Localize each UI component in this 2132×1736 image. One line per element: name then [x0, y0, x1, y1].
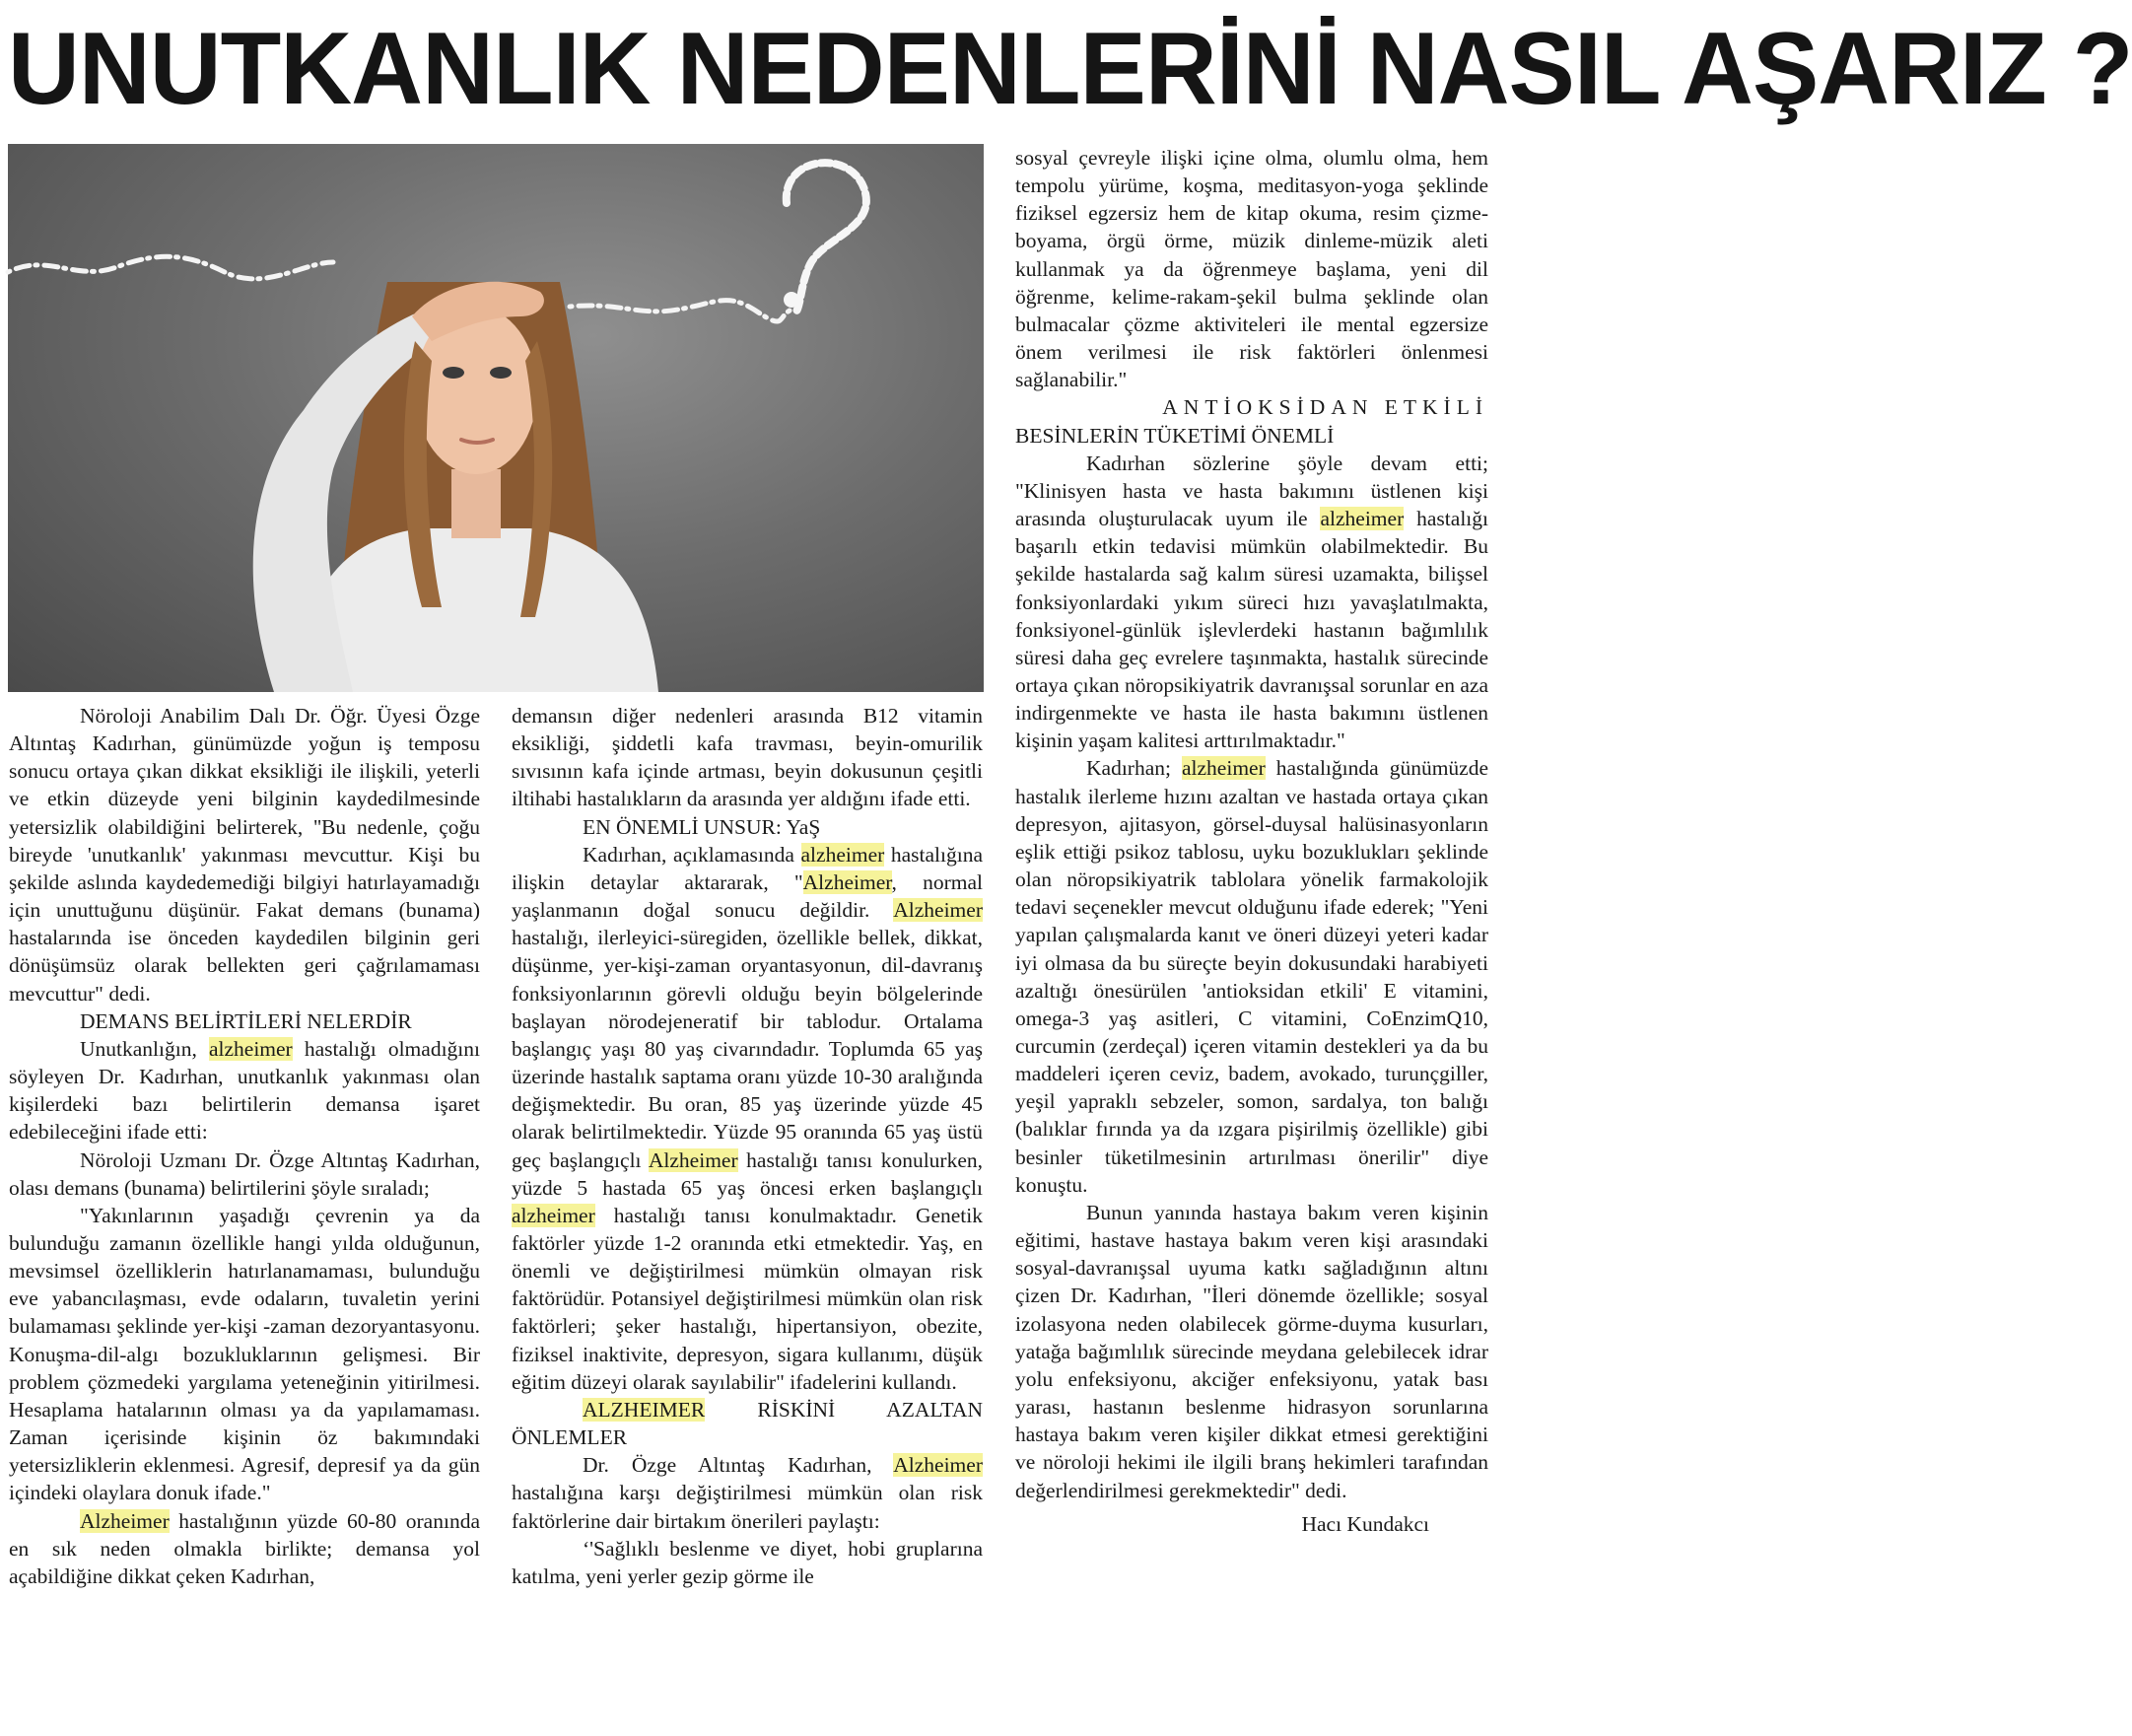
highlighted-term: alzheimer: [1182, 756, 1266, 781]
highlighted-term: alzheimer: [208, 1036, 293, 1061]
paragraph: sosyal çevreyle ilişki içine olma, olumlu olma, hem tempolu yürüme, koşma, meditasyon-yoga şeklinde fiziksel egzersiz hem de kitap okuma, resim çizme-boyama, örgü örme, müzik dinleme-müzik aleti kullanmak ya da öğrenmeye başlama, yeni dil öğrenme, kelime-rakam-şekil bulma şeklinde olan bulmacalar çözme aktiviteleri ile mental egzersize önem verilmesi ile risk faktörleri önlenmesi sağlanabilir.": [1015, 146, 1488, 392]
paragraph: Alzheimer hastalığının yüzde 60-80 oranında en sık neden olmakla birlikte; demansa yol açabildiğine dikkat çeken Kadırhan,: [9, 1508, 480, 1588]
right-eye: [490, 367, 512, 379]
paragraph: Nöroloji Uzmanı Dr. Özge Altıntaş Kadırhan, olası demans (bunama) belirtilerini şöyle sıraladı;: [9, 1147, 480, 1200]
highlighted-term: alzheimer: [512, 1203, 595, 1227]
subheading: EN ÖNEMLİ UNSUR: YaŞ: [583, 814, 821, 839]
highlighted-term: Alzheimer: [80, 1508, 170, 1533]
article-column-2: [512, 702, 983, 1590]
highlighted-term: Alzheimer: [802, 869, 892, 894]
paragraph: demansın diğer nedenleri arasında B12 vitamin eksikliği, şiddetli kafa travması, beyin-omurilik sıvısının kafa içinde artması, beyin dokusunun çeşitli iltihabi hastalıkların da arasında yer aldığını ifade etti.: [512, 704, 983, 811]
highlighted-term: alzheimer: [1320, 507, 1405, 531]
paragraph: Kadırhan; alzheimer hastalığında günümüzde hastalık ilerleme hızını azaltan ve hastada ortaya çıkan depresyon, ajitasyon, görsel-duysal halüsinasyonların eşlik ettiği psikoz tablosu, uyku bozuklukları şeklinde olan nöropsikiyatrik tablolara yönelik farmakolojik tedavi seçenekler mevcut olduğunu ifade ederek; "Yeni yapılan çalışmalarda kanıt ve öneri düzeyi yeteri kadar iyi olmasa da bu süreçte beyin dokusundaki harabiyeti azaltığı önesürülen 'antioksidan etkili' E vitamini, omega-3 yaş asitleri, C vitamini, CoEnzimQ10, curcumin (zerdeçal) içeren vitamin destekleri ya da bu maddeleri içeren ceviz, badem, avokado, turunçgiller, yeşil yapraklı sebzeler, somon, sardalya, ton balığı (balıklar fırında ya da ızgara pişirilmiş özellikle) gibi besinler tüketilmesinin artırılması önerilir" diye konuştu.: [1015, 756, 1489, 1197]
neck: [451, 469, 501, 538]
highlighted-term: alzheimer: [800, 842, 885, 867]
subheading: ANTİOKSİDAN ETKİLİ: [1162, 395, 1488, 420]
paragraph: Dr. Özge Altıntaş Kadırhan, Alzheimer hastalığına karşı değiştirilmesi mümkün olan risk faktörlerine dair birtakım önerileri paylaştı:: [512, 1453, 983, 1533]
highlighted-term: ALZHEIMER: [583, 1397, 706, 1422]
quote-paragraph: "Yakınlarının yaşadığı çevrenin ya da bulunduğu zamanın özellikle hangi yılda olduğunun, mevsimsel özelliklerin hatırlanamaması, bulunduğu eve yabancılaşması, evde odaların, tuvaletin yerini bulamaması şeklinde yer-kişi -zaman dezoryantasyonu. Konuşma-dil-algı bozukluklarının gelişmesi. Bir problem çözmedeki yargılama yeteneğinin yitirilmesi. Hesaplama hatalarının olması ya da yapılamaması. Zaman içerisinde kişinin öz bakımındaki yetersizliklerin eklenmesi. Agresif, depresif ya da gün içindeki olaylara donuk ifade.": [9, 1203, 480, 1505]
woman-thinking-illustration: [8, 144, 984, 692]
highlighted-term: Alzheimer: [893, 1453, 983, 1478]
paragraph: Nöroloji Anabilim Dalı Dr. Öğr. Üyesi Özge Altıntaş Kadırhan, günümüzde yoğun iş temposu sonucu ortaya çıkan dikkat eksikliği ile ilişkili, yeterli ve etkin düzeyde yeni bilginin kaydedilmesinde yetersizlik olabildiğini belirterek, ''Bu nedenle, çoğu bireyde 'unutkanlık' yakınması mevcuttur. Kişi bu şekilde aslında kaydedemediği bilgiyi hatırlayamadığı için unuttuğunu düşünür. Fakat demans (bunama) hastalarında ise önceden kaydedilen bilginin geri dönüşümsüz olarak bellekten geri çağrılamaması mevcuttur" dedi.: [9, 704, 480, 1006]
subheading: BESİNLERİN TÜKETİMİ ÖNEMLİ: [1015, 423, 1335, 448]
highlighted-term: Alzheimer: [648, 1147, 738, 1172]
paragraph: Kadırhan sözlerine şöyle devam etti; "Klinisyen hasta ve hasta bakımını üstlenen kişi arasında oluşturulacak uyum ile alzheimer hastalığı başarılı etkin tedavisi mümkün olabilmektedir. Bu şekilde hastalarda sağ kalım süresi uzamakta, bilişsel fonksiyonlardaki yıkım süreci hızı yavaşlatılmakta, fonksiyonel-günlük işlevlerdeki hastanın bağımlılık süresi daha geç evrelere taşınmakta, hastalık sürecinde ortaya çıkan nöropsikiyatrik davranışsal sorunlar en aza indirgenmekte ve hasta ile hasta bakımını üstlenen kişinin yaşam kalitesi arttırılmaktadır.": [1015, 451, 1488, 753]
headline: UNUTKANLIK NEDENLERİNİ NASIL AŞARIZ ?: [8, 12, 2132, 126]
question-mark-dot: [784, 292, 799, 308]
highlighted-term: Alzheimer: [893, 898, 983, 923]
paragraph: Bunun yanında hastaya bakım veren kişinin eğitimi, hastave hastaya bakım veren kişi arasındaki sosyal-davranışsal uyuma katkı sağladığının altını çizen Dr. Kadırhan, "İleri dönemde özellikle; sosyal izolasyona neden olabilecek görme-duyma kusurları, yatağa bağımlılık sürecinde meydana gelebilecek idrar yolu enfeksiyonu, akciğer enfeksiyonu, yatak bası yarası, hastanın beslenme hidrasyon sorunlarına hastaya bakım veren kişiler dikkat etmesi gerektiğini ve nöroloji hekimi ile ilgili branş hekimleri tarafından değerlendirilmesi gerekmektedir" dedi.: [1015, 1200, 1488, 1502]
question-mark-icon: [787, 163, 866, 312]
subheading: ALZHEIMER RİSKİNİ AZALTAN ÖNLEMLER: [512, 1397, 983, 1450]
article-column-3: [1015, 144, 1488, 1538]
left-eye: [443, 367, 464, 379]
article-column-1: [9, 702, 480, 1590]
paragraph: Unutkanlığın, alzheimer hastalığı olmadığını söyleyen Dr. Kadırhan, unutkanlık yakınması olan kişilerdeki bazı belirtilerin demansa işaret edebileceğini ifade etti:: [9, 1036, 480, 1145]
author-byline: Hacı Kundakcı: [1301, 1511, 1429, 1536]
subheading: DEMANS BELİRTİLERİ NELERDİR: [80, 1008, 412, 1033]
article-photo: [8, 144, 984, 692]
paragraph: Kadırhan, açıklamasında alzheimer hastalığına ilişkin detaylar aktararak, "Alzheimer, normal yaşlanmanın doğal sonucu değildir. Alzheimer hastalığı, ilerleyici-süregiden, özellikle bellek, dikkat, düşünme, yer-kişi-zaman oryantasyonun, dil-davranış fonksiyonlarının görevli olduğu beyin bölgelerinde başlayan nörodejeneratif bir tablodur. Ortalama başlangıç yaşı 80 yaş civarındadır. Toplumda 65 yaş üzerinde hastalık saptama oranı yüzde 10-30 aralığında değişmektedir. Bu oran, 85 yaş üzerinde yüzde 45 olarak belirtilmektedir. Yüzde 95 oranında 65 yaş üstü geç başlangıçlı Alzheimer hastalığı tanısı konulurken, yüzde 5 hastada 65 yaş öncesi erken başlangıçlı alzheimer hastalığı tanısı konulmaktadır. Genetik faktörler yüzde 1-2 oranında etki etmektedir. Yaş, en önemli ve değiştirilmesi mümkün olmayan risk faktörüdür. Potansiyel değiştirilmesi mümkün olan risk faktörleri; şeker hastalığı, hipertansiyon, obezite, fiziksel inaktivite, depresyon, sigara kullanımı, düşük eğitim düzeyi olarak sayılabilir" ifadelerini kullandı.: [512, 842, 983, 1394]
quote-paragraph: ‘'Sağlıklı beslenme ve diyet, hobi gruplarına katılma, yeni yerler gezip görme ile: [512, 1536, 983, 1588]
